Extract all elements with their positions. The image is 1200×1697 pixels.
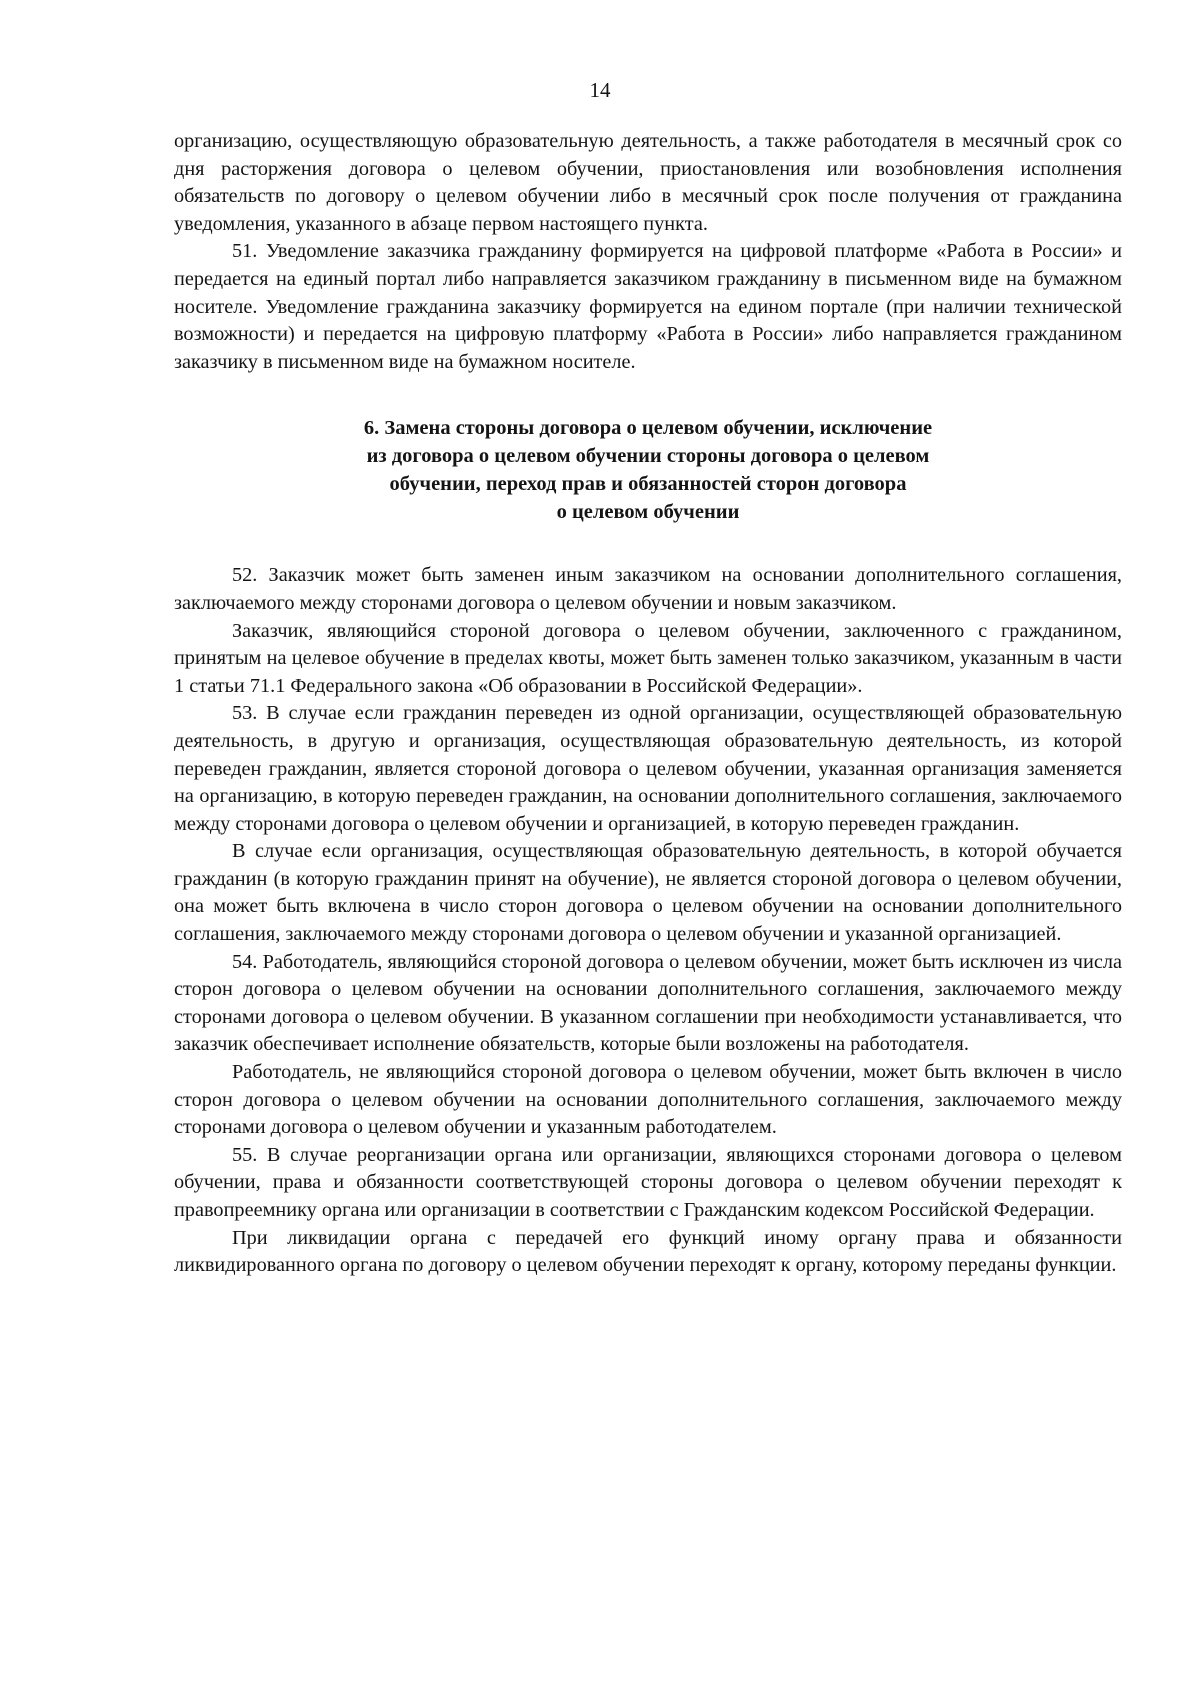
paragraph-55: 55. В случае реорганизации органа или организации, являющихся сторонами договора о целевом обучении, права и обязанности соответствующей стороны договора о целевом обучении переходят к правопреемнику органа или организации в соответствии с Гражданским кодексом Российской Федерации. <box>174 1143 1122 1221</box>
paragraph-53-part-2: В случае если организация, осуществляющая образовательную деятельность, в которой обучается гражданин (в которую гражданин принят на обучение), не является стороной договора о целевом обучении, она может быть включена в число сторон договора о целевом обучении на основании дополнительного соглашения, заключаемого между сторонами договора о целевом обучении и указанной организацией. <box>174 840 1122 946</box>
section-heading-line: из договора о целевом обучении стороны договора о целевом <box>366 445 930 468</box>
section-heading-line: о целевом обучении <box>556 501 740 524</box>
document-body <box>174 128 1122 1280</box>
paragraph-54-part-2: Работодатель, не являющийся стороной договора о целевом обучении, может быть включен в число сторон договора о целевом обучении на основании дополнительного соглашения, заключаемого между сторонами договора о целевом обучении и указанным работодателем. <box>174 1061 1122 1139</box>
paragraph-continuation: организацию, осуществляющую образовательную деятельность, а также работодателя в месячный срок со дня расторжения договора о целевом обучении, приостановления или возобновления исполнения обязательств по договору о целевом обучении либо в месячный срок после получения от гражданина уведомления, указанного в абзаце первом настоящего пункта. <box>174 130 1122 235</box>
paragraph-55-part-2: При ликвидации органа с передачей его функций иному органу права и обязанности ликвидированного органа по договору о целевом обучении переходят к органу, которому переданы функции. <box>174 1226 1122 1277</box>
section-heading <box>174 414 1122 526</box>
paragraph-54: 54. Работодатель, являющийся стороной договора о целевом обучении, может быть исключен из числа сторон договора о целевом обучении на основании дополнительного соглашения, заключаемого между сторонами договора о целевом обучении. В указанном соглашении при необходимости устанавливается, что заказчик обеспечивает исполнение обязательств, которые были возложены на работодателя. <box>174 950 1122 1056</box>
paragraph-51: 51. Уведомление заказчика гражданину формируется на цифровой платформе «Работа в России» и передается на единый портал либо направляется заказчиком гражданину в письменном виде на бумажном носителе. Уведомление гражданина заказчику формируется на едином портале (при наличии технической возможности) и передается на цифровую платформу «Работа в России» либо направляется гражданином заказчику в письменном виде на бумажном носителе. <box>174 240 1122 373</box>
section-heading-line: обучении, переход прав и обязанностей сторон договора <box>389 473 907 496</box>
paragraph-53: 53. В случае если гражданин переведен из одной организации, осуществляющей образовательную деятельность, в другую и организация, осуществляющая образовательную деятельность, из которой переведен гражданин, является стороной договора о целевом обучении, указанная организация заменяется на организацию, в которую переведен гражданин, на основании дополнительного соглашения, заключаемого между сторонами договора о целевом обучении и организацией, в которую переведен гражданин. <box>174 702 1122 835</box>
paragraph-52: 52. Заказчик может быть заменен иным заказчиком на основании дополнительного соглашения, заключаемого между сторонами договора о целевом обучении и новым заказчиком. <box>174 564 1122 614</box>
page-number: 14 <box>589 78 611 102</box>
section-heading-line: 6. Замена стороны договора о целевом обучении, исключение <box>363 417 933 440</box>
paragraph-52-part-2: Заказчик, являющийся стороной договора о целевом обучении, заключенного с гражданином, принятым на целевое обучение в пределах квоты, может быть заменен только заказчиком, указанным в части 1 статьи 71.1 Федерального закона «Об образовании в Российской Федерации». <box>174 619 1122 697</box>
